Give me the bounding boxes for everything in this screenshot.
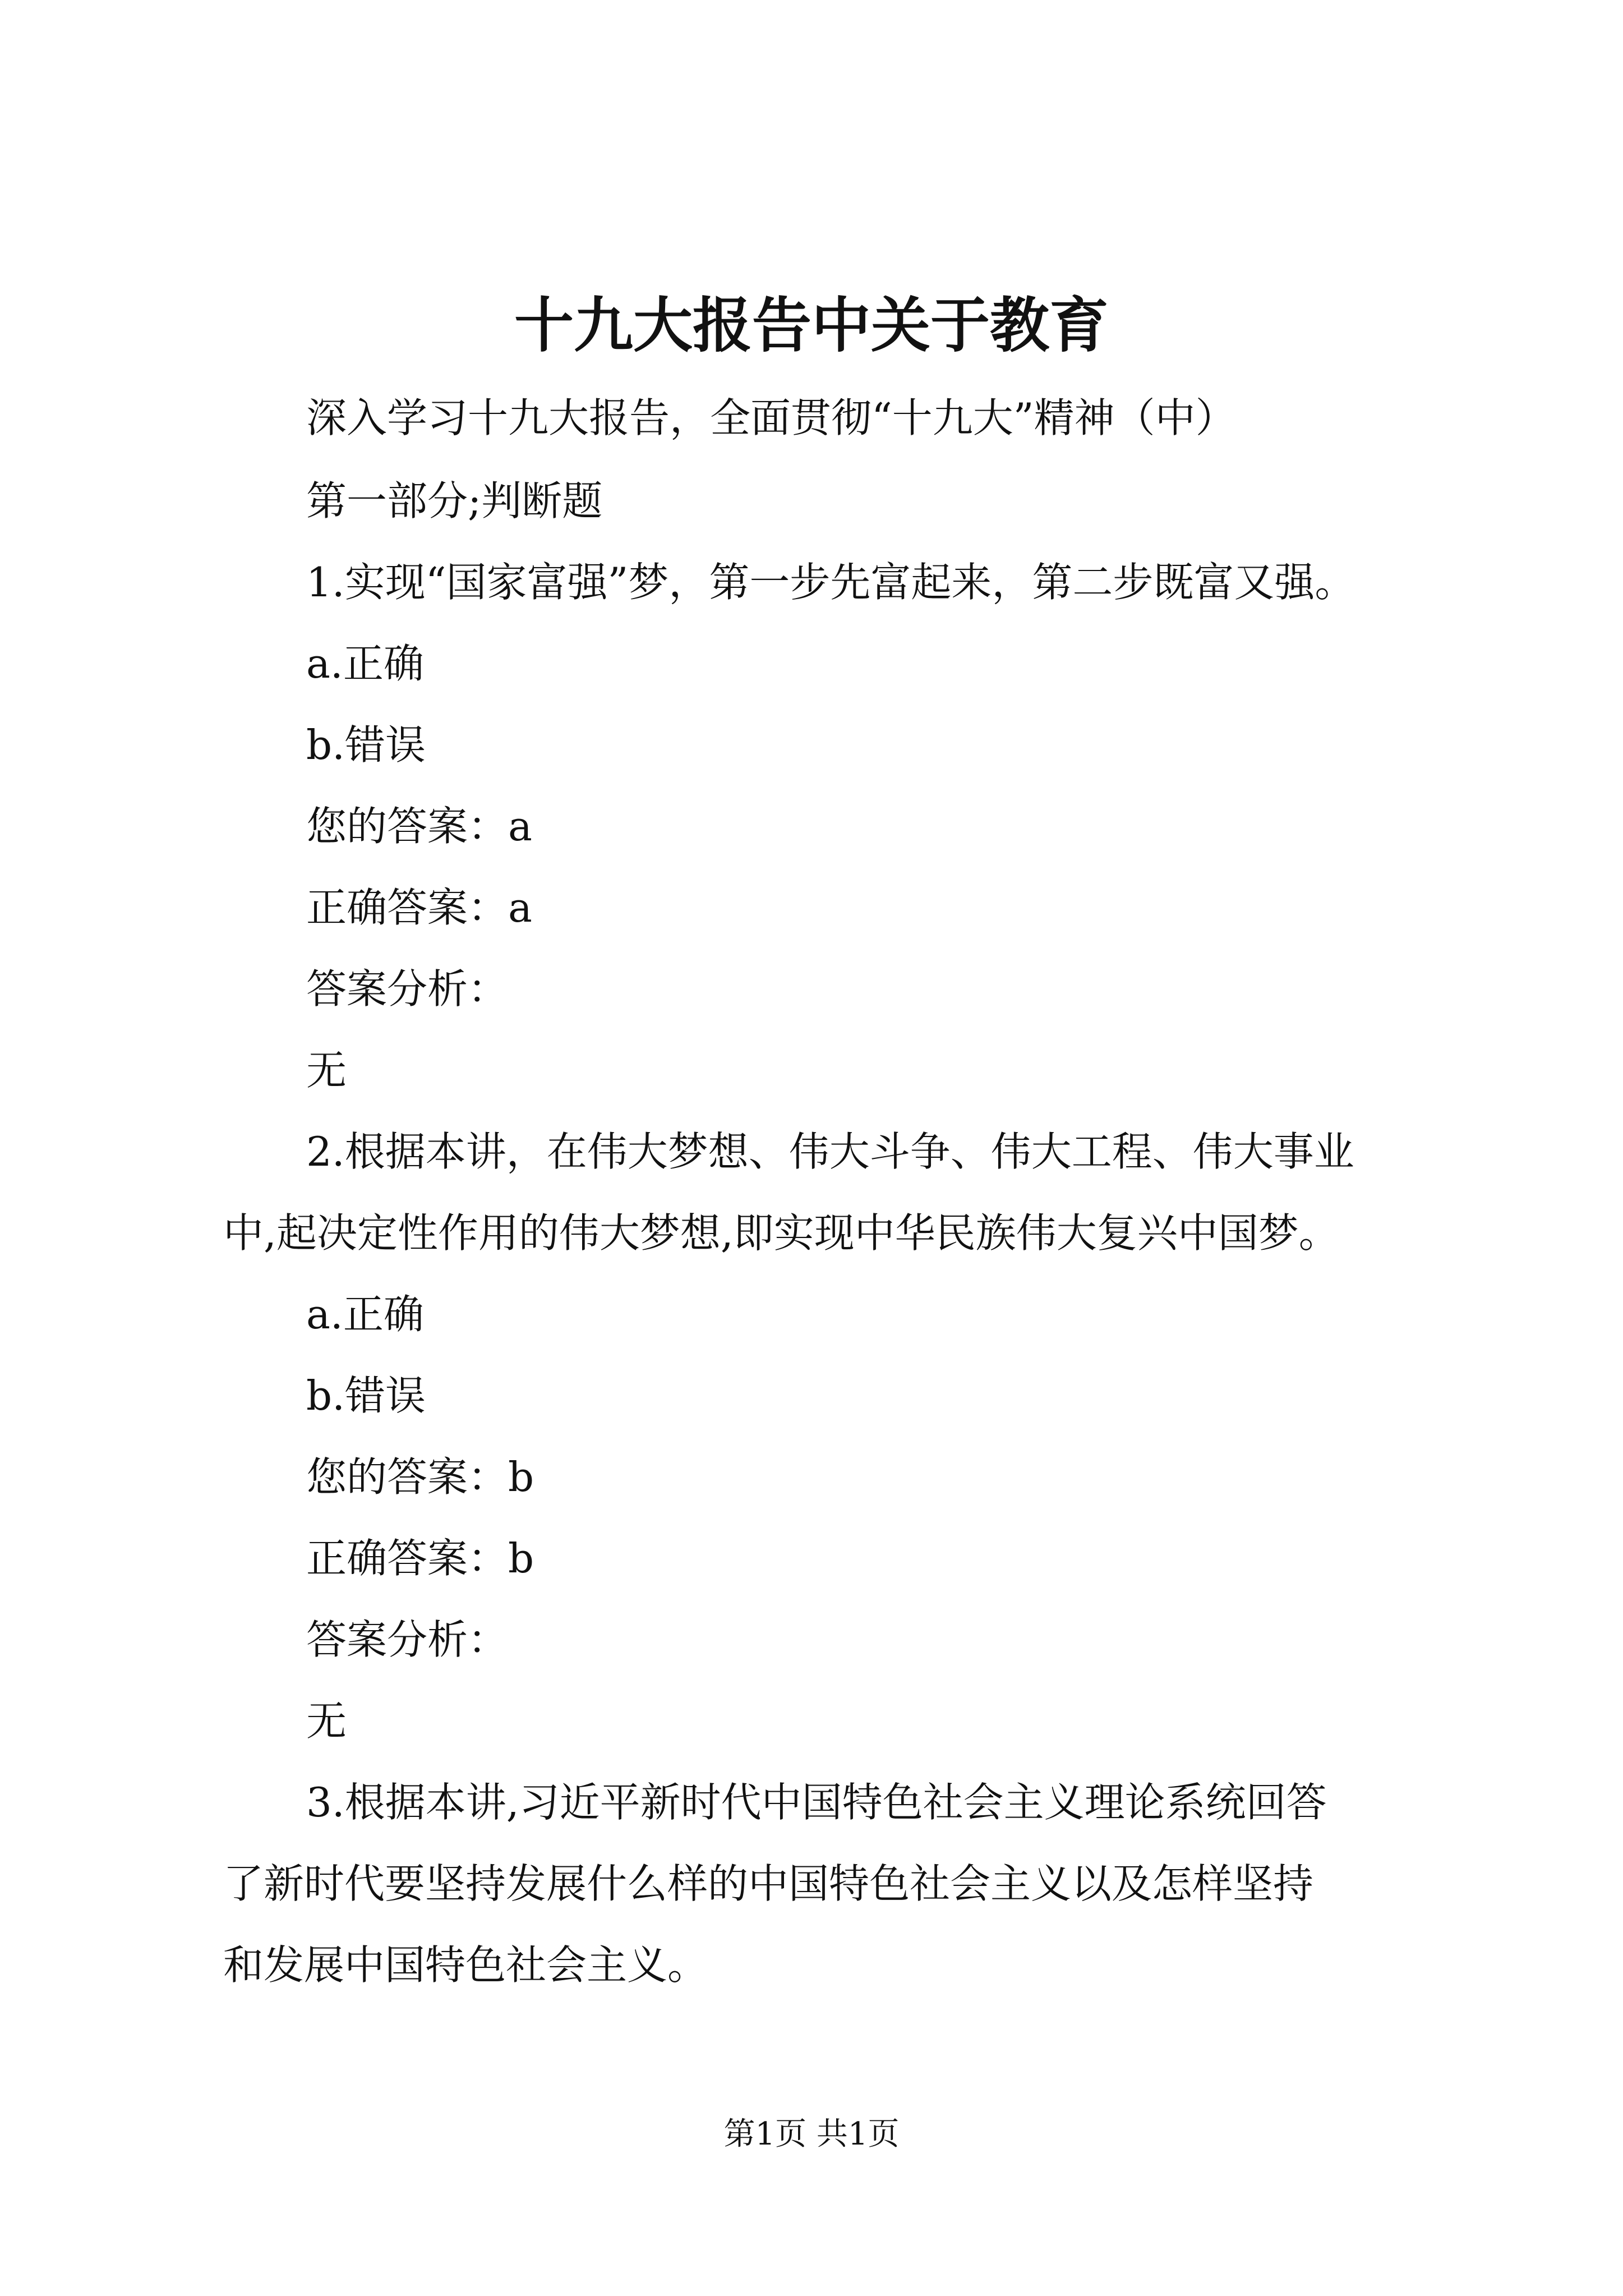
question-3-stem-line-2: 了新时代要坚持发展什么样的中国特色社会主义以及怎样坚持	[223, 1860, 1314, 1907]
document-title: 十九大报告中关于教育	[514, 290, 1109, 360]
question-2-analysis-label: 答案分析：	[306, 1616, 509, 1663]
question-1-option-b: b.错误	[306, 721, 426, 769]
question-2-analysis: 无	[306, 1697, 347, 1745]
document-subtitle: 深入学习十九大报告，全面贯彻“十九大”精神（中）	[306, 394, 1236, 441]
question-1-correct-answer: 正确答案：a	[306, 884, 532, 931]
section-heading: 第一部分;判断题	[306, 477, 603, 524]
question-2-stem-line-1: 2.根据本讲，在伟大梦想、伟大斗争、伟大工程、伟大事业	[306, 1128, 1354, 1175]
question-2-option-a: a.正确	[306, 1291, 424, 1338]
question-1-stem: 1.实现“国家富强”梦，第一步先富起来，第二步既富又强。	[306, 559, 1355, 606]
question-1-your-answer: 您的答案：a	[306, 803, 532, 850]
question-1-analysis-label: 答案分析：	[306, 965, 509, 1013]
question-3-stem-line-1: 3.根据本讲,习近平新时代中国特色社会主义理论系统回答	[306, 1779, 1327, 1826]
page-footer: 第1页 共1页	[723, 2116, 900, 2152]
question-2-stem-line-2: 中,起决定性作用的伟大梦想,即实现中华民族伟大复兴中国梦。	[223, 1209, 1339, 1257]
question-1-analysis: 无	[306, 1047, 347, 1094]
question-2-option-b: b.错误	[306, 1372, 426, 1419]
question-2-your-answer: 您的答案：b	[306, 1453, 534, 1501]
question-3-stem-line-3: 和发展中国特色社会主义。	[223, 1941, 708, 1989]
question-2-correct-answer: 正确答案：b	[306, 1535, 534, 1582]
question-1-option-a: a.正确	[306, 640, 424, 687]
